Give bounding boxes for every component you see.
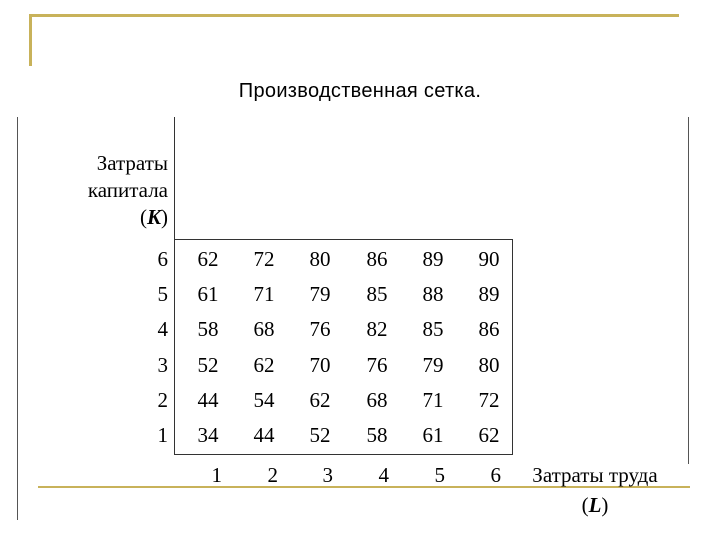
grid-cell: 52 [197,352,219,377]
grid-top-border [174,239,513,240]
grid-cell: 71 [253,282,275,307]
grid-cell: 85 [366,282,388,307]
grid-bottom-border [174,454,513,455]
grid-cell: 72 [253,247,275,271]
grid-cell: 85 [422,317,444,342]
grid-cell: 76 [309,317,331,342]
grid-cell: 34 [197,423,219,447]
decorative-horizontal-line [29,14,679,17]
grid-cell: 88 [422,282,444,307]
grid-cell: 86 [478,317,500,342]
y-axis-label-line1: Затраты [96,151,168,175]
x-tick-label: 2 [267,463,278,487]
grid-cell: 58 [197,317,219,342]
grid-left-border [174,117,175,454]
y-tick-label: 3 [157,352,168,377]
x-axis-label [510,460,680,520]
grid-cell: 79 [422,352,444,377]
grid-cell: 86 [366,247,388,271]
grid-cell: 76 [366,352,388,377]
grid-cell: 71 [422,387,444,412]
x-tick-label: 1 [211,463,222,487]
frame-right-border [688,117,689,464]
grid-cell: 90 [478,247,500,271]
frame-left-border [17,117,18,520]
grid-cell: 68 [253,317,275,342]
grid-cell: 68 [366,387,388,412]
grid-cell: 52 [309,423,331,447]
grid-cell: 62 [253,352,275,377]
grid-cell: 44 [197,387,219,412]
grid-cell: 82 [366,317,388,342]
x-axis-label-line1: Затраты труда [532,463,658,487]
x-tick-label: 5 [434,463,445,487]
x-tick-label: 4 [378,463,389,487]
grid-right-border [512,239,513,454]
grid-cell: 80 [309,247,331,271]
grid-cell: 70 [309,352,331,377]
grid-cell: 80 [478,352,500,377]
grid-cell: 58 [366,423,388,447]
x-tick-label: 3 [322,463,333,487]
grid-cell: 79 [309,282,331,307]
grid-cell: 89 [478,282,500,307]
grid-cell: 62 [309,387,331,412]
y-tick-label: 5 [157,282,168,307]
grid-cell: 61 [197,282,219,307]
grid-cell: 72 [478,387,500,412]
grid-cell: 62 [197,247,219,271]
grid-cell: 89 [422,247,444,271]
y-axis-label [40,150,168,231]
decorative-vertical-line [29,14,32,66]
y-tick-label: 1 [157,423,168,447]
x-tick-label: 6 [490,463,501,487]
grid-cell: 61 [422,423,444,447]
y-axis-label-line3: (K) [139,205,168,229]
grid-cell: 44 [253,423,275,447]
x-axis-label-line2: (L) [581,493,609,517]
y-tick-label: 2 [157,387,168,412]
y-tick-label: 6 [157,247,168,271]
y-axis-label-line2: капитала [87,178,168,202]
y-tick-label: 4 [157,317,168,342]
page-title: Производственная сетка. [238,80,482,102]
grid-cell: 54 [253,387,275,412]
grid-cell: 62 [478,423,500,447]
